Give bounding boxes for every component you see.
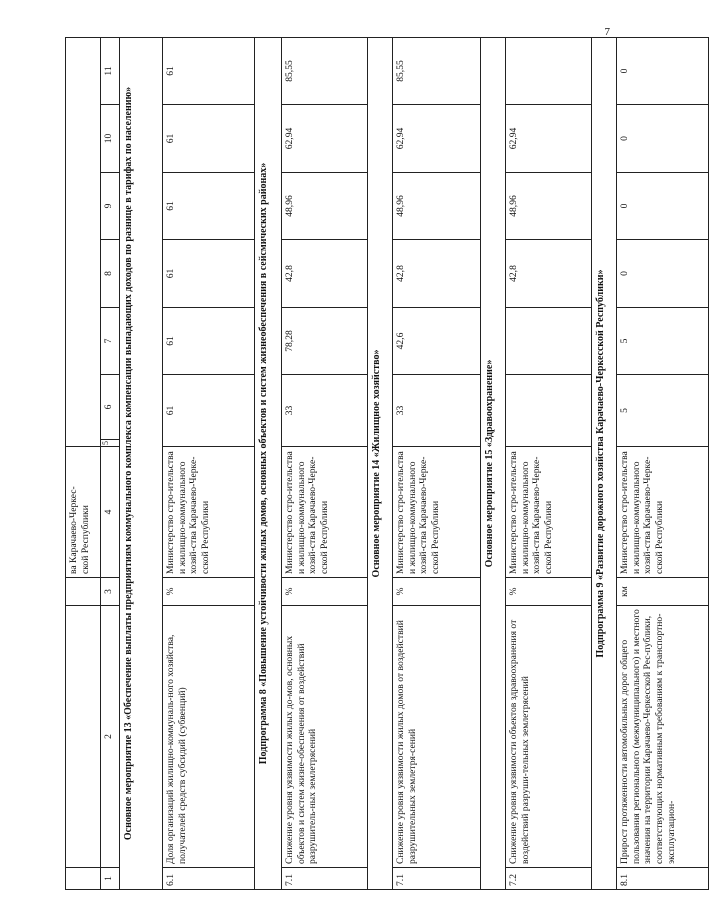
col-header-9: 9 <box>101 173 120 240</box>
unit: км <box>617 578 709 606</box>
indicator-name: Снижение уровня уязвимости жилых до-мов, основных объектов и систем жизне-обеспечения от воздействий разрушитель-ных землетрясений <box>282 606 368 868</box>
value-col-6: 33 <box>393 375 481 447</box>
section-row <box>481 38 506 890</box>
value-col-9: 0 <box>617 173 709 240</box>
value-col-11: 0 <box>617 38 709 105</box>
value-col-10: 0 <box>617 105 709 173</box>
value-col-7: 61 <box>163 308 255 375</box>
continuation-row <box>66 38 101 890</box>
indicator-name: Доля организаций жилищно-коммуналь-ного хозяйства, получателей средств субсидий (субвенций) <box>163 606 255 868</box>
value-col-8: 42,8 <box>393 240 481 308</box>
value-col-8: 42,8 <box>506 240 592 308</box>
responsible-ministry: Министерство стро-ительства и жилищно-коммунального хозяй-ства Карачаево-Черке-сской Республики <box>282 447 368 578</box>
unit: % <box>393 578 481 606</box>
unit: % <box>163 578 255 606</box>
responsible-ministry: Министерство стро-ительства и жилищно-коммунального хозяй-ства Карачаево-Черке-сской Республики <box>393 447 481 578</box>
value-col-11 <box>506 38 592 105</box>
column-number-row <box>101 38 120 890</box>
subprogram-title: Подпрограмма 8 «Повышение устойчивости жилых домов, основных объектов и систем жизнеобеспечения в сейсмических районах» <box>255 38 282 890</box>
value-col-10: 62,94 <box>282 105 368 173</box>
row-number: 6.1 <box>163 868 255 890</box>
indicators-table <box>65 37 709 890</box>
value-col-11: 85,55 <box>282 38 368 105</box>
section-row <box>368 38 393 890</box>
responsible-ministry: Министерство стро-ительства и жилищно-коммунального хозяй-ства Карачаево-Черке-сской Республики <box>506 447 592 578</box>
value-col-10: 62,94 <box>393 105 481 173</box>
value-col-11: 85,55 <box>393 38 481 105</box>
section-row <box>120 38 163 890</box>
unit: % <box>282 578 368 606</box>
unit: % <box>506 578 592 606</box>
continuation-ministry: ва Карачаево-Черкес- ской Республики <box>66 447 101 578</box>
page-number: 7 <box>604 26 610 38</box>
value-col-9: 48,96 <box>393 173 481 240</box>
col-header-5: 5 <box>101 440 120 447</box>
table-row <box>163 38 255 890</box>
subprogram-title: Подпрограмма 9 «Развитие дорожного хозяйства Карачаево-Черкесской Республики» <box>592 38 617 890</box>
col-header-8: 8 <box>101 240 120 308</box>
indicator-name: Снижение уровня уязвимости жилых домов от воздействий разрушительных землетря-сений <box>393 606 481 868</box>
table-row <box>617 38 709 890</box>
value-col-8: 42,8 <box>282 240 368 308</box>
value-col-6 <box>506 375 592 447</box>
indicator-name: Прирост протяженности автомобильных дорог общего пользования регионального (межмуниципального) и местного значения на территории Карачаево-Черкесской Рес-публики, соответствующих нормативным требованиям к транспортно-эксплуатацион- <box>617 606 709 868</box>
value-col-10: 62,94 <box>506 105 592 173</box>
responsible-ministry: Министерство стро-ительства и жилищно-коммунального хозяй-ства Карачаево-Черке-сской Республики <box>163 447 255 578</box>
value-col-10: 61 <box>163 105 255 173</box>
cell <box>66 578 101 606</box>
col-header-7: 7 <box>101 308 120 375</box>
col-header-2: 2 <box>101 606 120 868</box>
rotated-table-frame <box>65 40 677 890</box>
value-col-7: 78,28 <box>282 308 368 375</box>
indicator-name: Снижение уровня уязвимости объектов здравоохранения от воздействий разруши-тельных землетрясений <box>506 606 592 868</box>
value-col-9: 48,96 <box>282 173 368 240</box>
value-col-6: 33 <box>282 375 368 447</box>
row-number: 7.1 <box>282 868 368 890</box>
section-title: Основное мероприятие 13 «Обеспечение выплаты предприятиям коммунального комплекса компенсации выпадающих доходов по разнице в тарифах по населению» <box>120 38 163 890</box>
value-col-11: 61 <box>163 38 255 105</box>
value-col-7 <box>506 308 592 375</box>
table-row <box>506 38 592 890</box>
value-col-6: 5 <box>617 375 709 447</box>
table-row <box>393 38 481 890</box>
responsible-ministry: Министерство стро-ительства и жилищно-коммунального хозяй-ства Карачаево-Черке-сской Республики <box>617 447 709 578</box>
col-header-11: 11 <box>101 38 120 105</box>
value-col-8: 0 <box>617 240 709 308</box>
cell <box>66 868 101 890</box>
cell <box>66 606 101 868</box>
col-header-3: 3 <box>101 578 120 606</box>
col-header-1: 1 <box>101 868 120 890</box>
value-col-9: 48,96 <box>506 173 592 240</box>
table-row <box>282 38 368 890</box>
row-number: 8.1 <box>617 868 709 890</box>
cell <box>66 38 101 447</box>
col-header-4: 4 <box>101 447 120 578</box>
value-col-9: 61 <box>163 173 255 240</box>
section-row <box>592 38 617 890</box>
section-title: Основное мероприятие 15 «Здравоохранение» <box>481 38 506 890</box>
value-col-8: 61 <box>163 240 255 308</box>
section-title: Основное мероприятие 14 «Жилищное хозяйство» <box>368 38 393 890</box>
value-col-7: 5 <box>617 308 709 375</box>
row-number: 7.1 <box>393 868 481 890</box>
col-header-6: 6 <box>101 375 120 440</box>
value-col-7: 42,6 <box>393 308 481 375</box>
section-row <box>255 38 282 890</box>
col-header-10: 10 <box>101 105 120 173</box>
row-number: 7.2 <box>506 868 592 890</box>
value-col-6: 61 <box>163 375 255 447</box>
